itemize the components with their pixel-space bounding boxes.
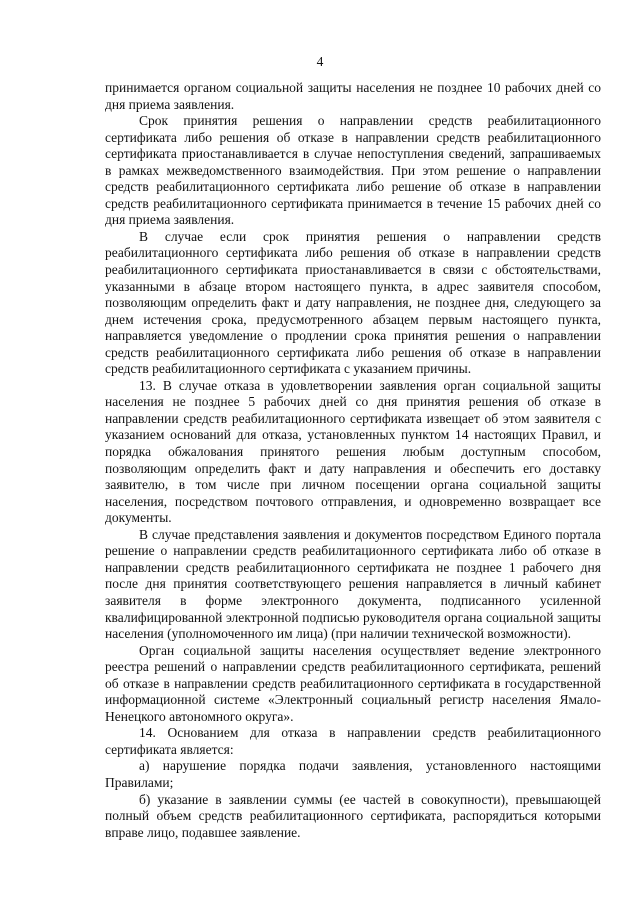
paragraph-ground-b: б) указание в заявлении суммы (ее частей в совокупности), превышающей полный объем средств реабилитационного сертификата, распорядиться которыми вправе лицо, подавшее заявление. — [105, 791, 601, 840]
page-number: 4 — [316, 54, 324, 69]
paragraph-decision-term-suspension: Срок принятия решения о направлении средств реабилитационного сертификата либо решения об отказе в направлении средств реабилитационного сертификата приостанавливается в случае непоступления сведений, запрашиваемых в рамках межведомственного взаимодействия. При этом решение о направлении средств реабилитационного сертификата либо решение об отказе в направлении средств реабилитационного сертификата принимается в течение 15 рабочих дней со дня приема заявления. — [105, 113, 601, 228]
paragraph-item-13-refusal: 13. В случае отказа в удовлетворении заявления орган социальной защиты населения не позднее 5 рабочих дней со дня принятия решения об отказе в направлении средств реабилитационного сертификата извещает об этом заявителя с указанием оснований для отказа, установленных пунктом 14 настоящих Правил, и порядка обжалования принятого решения любым доступным способом, позволяющим определить факт и дату направления и обеспечить его доставку заявителю, в том числе при личном посещении органа социальной защиты населения, посредством почтового отправления, и одновременно возвращает все документы. — [105, 377, 601, 526]
paragraph-electronic-registry: Орган социальной защиты населения осуществляет ведение электронного реестра решений о направлении средств реабилитационного сертификата, решений об отказе в направлении средств реабилитационного сертификата в государственной информационной системе «Электронный социальный регистр населения Ямало-Ненецкого автономного округа». — [105, 642, 601, 724]
document-body — [105, 80, 601, 841]
paragraph-extension-notice: В случае если срок принятия решения о направлении средств реабилитационного сертификата либо решения об отказе в направлении средств реабилитационного сертификата приостанавливается в связи с обстоятельствами, указанными в абзаце втором настоящего пункта, в адрес заявителя способом, позволяющим определить факт и дату направления, не позднее дня, следующего за днем истечения срока, предусмотренного абзацем первым настоящего пункта, направляется уведомление о продлении срока принятия решения о направлении средств реабилитационного сертификата либо решения об отказе в направлении средств реабилитационного сертификата с указанием причины. — [105, 228, 601, 377]
paragraph-item-14-grounds: 14. Основанием для отказа в направлении средств реабилитационного сертификата является: — [105, 725, 601, 757]
paragraph-unified-portal: В случае представления заявления и документов посредством Единого портала решение о направлении средств реабилитационного сертификата либо об отказе в направлении средств реабилитационного сертификата не позднее 1 рабочего дня после дня принятия соответствующего решения направляется в личный кабинет заявителя в форме электронного документа, подписанного усиленной квалифицированной электронной подписью руководителя органа социальной защиты населения (уполномоченного им лица) (при наличии технической возможности). — [105, 526, 601, 642]
paragraph-continuation: принимается органом социальной защиты населения не позднее 10 рабочих дней со дня приема заявления. — [105, 80, 601, 112]
paragraph-ground-a: а) нарушение порядка подачи заявления, установленного настоящими Правилами; — [105, 758, 601, 790]
